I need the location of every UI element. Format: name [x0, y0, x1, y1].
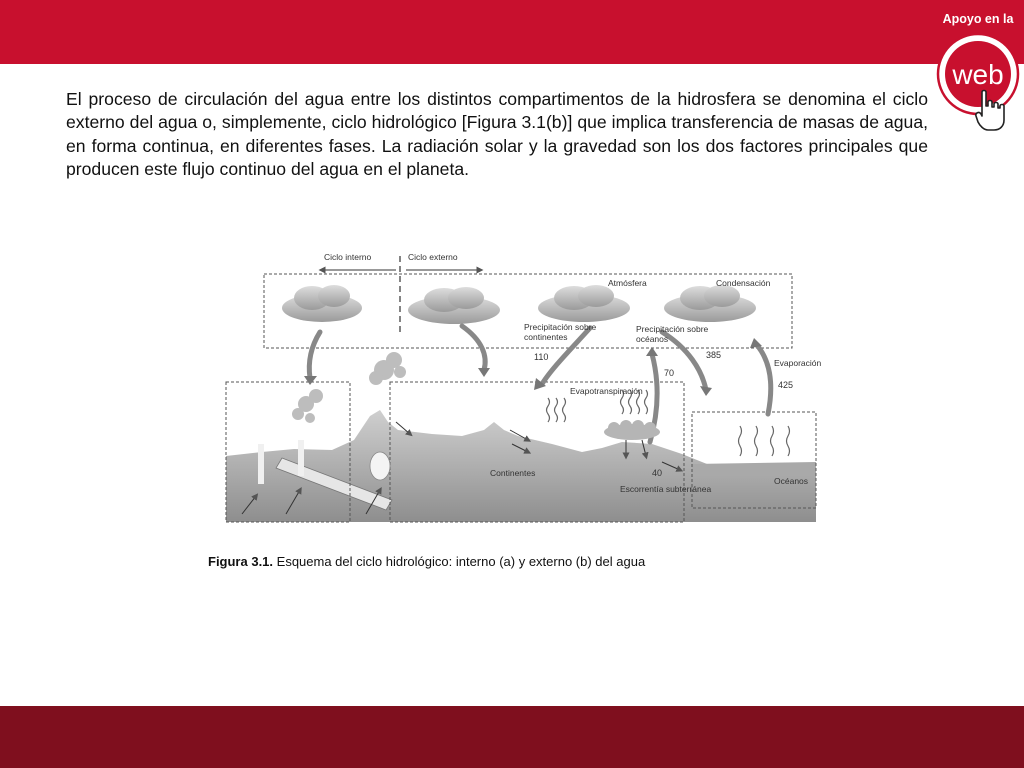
label-evapotranspiracion: Evapotranspiración	[570, 386, 643, 396]
figure-caption	[208, 554, 828, 569]
hydrological-cycle-figure	[222, 244, 842, 526]
web-support-badge[interactable]	[936, 30, 1022, 136]
label-atmosfera: Atmósfera	[608, 278, 647, 288]
cloud-inner	[282, 285, 362, 322]
label-ciclo-interno: Ciclo interno	[324, 252, 372, 262]
value-precip-oceanos: 385	[706, 350, 722, 360]
bottom-banner	[0, 706, 1024, 768]
label-condensacion: Condensación	[716, 278, 771, 288]
web-support-label: Apoyo en la	[942, 12, 1014, 26]
forest	[604, 420, 660, 440]
cloud-atmosphere	[538, 285, 630, 322]
magma-glow	[370, 452, 390, 480]
label-precip-continentes-2: continentes	[524, 332, 568, 342]
caption-text: Esquema del ciclo hidrológico: interno (a) y externo (b) del agua	[273, 554, 646, 569]
body-paragraph: El proceso de circulación del agua entre los distintos compartimentos de la hidrosfera se denomina el ciclo externo del agua o, simplemente, ciclo hidrológico [Figura 3.1(b)] que implica transferencia de masas de agua, en forma continua, en diferentes fases. La radiación solar y la gravedad son los dos factores principales que producen este flujo continuo del agua en el planeta.	[66, 89, 928, 180]
ocean-surface	[692, 462, 816, 476]
value-evapotranspiracion: 70	[664, 368, 675, 378]
web-logo-icon	[936, 30, 1022, 136]
label-precip-oceanos-2: océanos	[636, 334, 669, 344]
label-ciclo-externo: Ciclo externo	[408, 252, 458, 262]
web-logo-text: web	[952, 59, 1004, 90]
cloud-condensation	[664, 285, 756, 322]
top-banner	[0, 0, 1024, 64]
caption-label: Figura 3.1.	[208, 554, 274, 569]
label-escorrentia: Escorrentía subterránea	[620, 484, 712, 494]
label-precip-oceanos-1: Precipitación sobre	[636, 324, 709, 334]
label-evaporacion: Evaporación	[774, 358, 822, 368]
label-precip-continentes-1: Precipitación sobre	[524, 322, 597, 332]
value-evaporacion: 425	[778, 380, 794, 390]
cloud-external	[408, 287, 500, 324]
value-precip-continentes: 110	[534, 352, 549, 362]
label-oceanos: Océanos	[774, 476, 809, 486]
label-continentes: Continentes	[490, 468, 536, 478]
value-escorrentia: 40	[652, 468, 663, 478]
